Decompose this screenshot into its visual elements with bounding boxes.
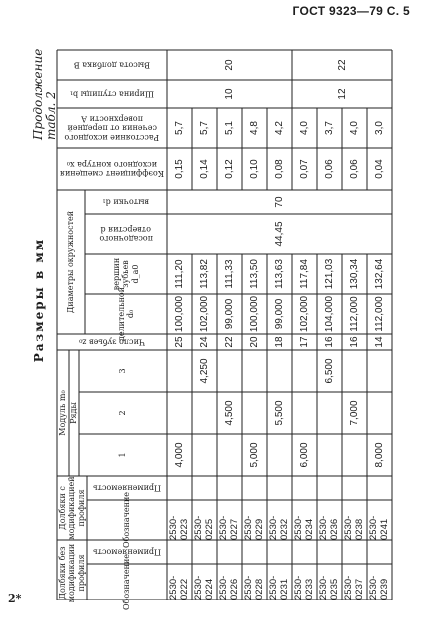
cell-shift-coef: 0,12 xyxy=(224,159,235,179)
header-step-width: Ширина ступицы b₁ xyxy=(69,89,155,99)
cell-teeth-count: 16 xyxy=(349,336,360,348)
cell-designation-no-mod: 2530-0222 xyxy=(168,575,190,600)
header-applicability-no-mod: Применяемость xyxy=(93,547,161,557)
header-row-2: 2 xyxy=(118,410,128,416)
cell-module-row-1 xyxy=(217,434,242,476)
cell-shift-coef: 0,04 xyxy=(374,159,385,179)
cell-height-a: 20 xyxy=(224,59,235,71)
cell-designation-mod: 2530-0225 xyxy=(193,515,215,540)
cell-designation-mod: 2530-0227 xyxy=(218,515,240,540)
cell-module-row-1: 8,000 xyxy=(374,442,385,468)
cell-designation-no-mod: 2530-0226 xyxy=(218,575,240,600)
cell-section-distance: 5,7 xyxy=(199,121,210,135)
cell-module-row-2 xyxy=(367,392,392,434)
cell-tip-diameter: 111,33 xyxy=(224,259,235,289)
cell-module-row-2 xyxy=(317,392,342,434)
cell-module-row-3 xyxy=(267,350,292,392)
cell-designation-mod: 2530-0223 xyxy=(168,515,190,540)
cell-module-row-1 xyxy=(317,434,342,476)
cell-shift-coef: 0,07 xyxy=(299,159,310,179)
cell-designation-no-mod: 2530-0224 xyxy=(193,575,215,600)
cell-module-row-1 xyxy=(267,434,292,476)
cell-module-row-1: 5,000 xyxy=(249,442,260,468)
cell-tip-diameter: 113,50 xyxy=(249,259,260,289)
header-coef-x: Коэффициент смещения исходного контура x₀ xyxy=(59,160,165,179)
cell-module-row-3 xyxy=(292,350,317,392)
cell-tip-diameter: 130,34 xyxy=(349,258,360,290)
cell-designation-no-mod: 2530-0237 xyxy=(343,575,365,600)
cell-module-row-2 xyxy=(192,392,217,434)
cell-section-distance: 4,0 xyxy=(349,121,360,135)
cell-shift-coef: 0,15 xyxy=(174,159,185,179)
header-group-mod: Долбяки с модификацией профиля xyxy=(58,476,86,540)
cell-pitch-diameter: 102,000 xyxy=(199,295,210,333)
header-rows: Ряды xyxy=(69,402,79,424)
cell-pitch-diameter: 112,000 xyxy=(349,296,360,332)
cell-bore-diameter: 44,45 xyxy=(274,221,285,247)
cell-module-row-3: 6,500 xyxy=(324,358,335,384)
cell-shift-coef: 0,14 xyxy=(199,159,210,179)
header-height-b: Высота долбяка B xyxy=(73,60,151,70)
cell-module-row-3 xyxy=(167,350,192,392)
header-designation-no-mod: Обозначение xyxy=(122,553,132,611)
cell-tip-diameter: 113,63 xyxy=(274,259,285,289)
cell-designation-no-mod: 2530-0239 xyxy=(368,575,390,600)
cell-teeth-count: 16 xyxy=(324,336,335,348)
header-diameters: Диаметры окружностей xyxy=(66,210,76,314)
cell-teeth-count: 17 xyxy=(299,336,310,348)
cell-shift-coef: 0,08 xyxy=(274,159,285,179)
header-teeth: Число зубьев z₀ xyxy=(79,337,145,347)
cell-section-distance: 4,0 xyxy=(299,121,310,135)
cell-section-distance: 4,8 xyxy=(249,121,260,135)
cell-teeth-count: 14 xyxy=(374,336,385,348)
cell-tip-diameter: 121,03 xyxy=(324,258,335,290)
cell-teeth-count: 18 xyxy=(274,336,285,348)
cell-step-width-b: 12 xyxy=(336,88,348,100)
cell-shift-coef: 0,06 xyxy=(324,159,335,179)
header-applicability-mod: Применяемость xyxy=(93,483,161,493)
cell-teeth-count: 22 xyxy=(224,336,235,348)
cell-designation-no-mod: 2530-0231 xyxy=(268,575,290,600)
cell-section-distance: 3,7 xyxy=(324,121,335,135)
cell-module-row-3: 4,250 xyxy=(199,358,210,384)
cell-teeth-count: 20 xyxy=(249,336,260,348)
cell-tip-diameter: 132,64 xyxy=(374,258,385,290)
header-module: Модуль m₀ xyxy=(58,390,68,436)
cell-tip-diameter: 113,82 xyxy=(199,259,210,289)
cell-module-row-2: 7,000 xyxy=(349,400,360,426)
cell-designation-mod: 2530-0241 xyxy=(368,515,390,540)
page-number: 2* xyxy=(8,592,22,605)
cell-designation-no-mod: 2530-0235 xyxy=(318,575,340,600)
page-header: ГОСТ 9323—79 С. 5 xyxy=(292,4,410,18)
cell-module-row-2: 5,500 xyxy=(274,400,285,426)
header-designation-mod: Обозначение xyxy=(122,491,132,549)
cell-recess-diameter: 70 xyxy=(274,196,285,208)
cell-module-row-3 xyxy=(342,350,367,392)
header-row-3: 3 xyxy=(118,368,128,374)
cell-pitch-diameter: 100,000 xyxy=(174,295,185,333)
cell-designation-mod: 2530-0234 xyxy=(293,515,315,540)
header-pitch-d: делительной d₀ xyxy=(116,286,135,342)
cell-module-row-1: 4,000 xyxy=(174,442,185,468)
cell-module-row-1 xyxy=(192,434,217,476)
cell-teeth-count: 24 xyxy=(199,336,210,348)
cell-pitch-diameter: 102,000 xyxy=(299,295,310,333)
cell-designation-mod: 2530-0232 xyxy=(268,515,290,540)
cell-shift-coef: 0,06 xyxy=(349,159,360,179)
header-row-1: 1 xyxy=(118,452,128,458)
cell-module-row-2 xyxy=(167,392,192,434)
cell-section-distance: 4,2 xyxy=(274,121,285,135)
cell-module-row-3 xyxy=(367,350,392,392)
cell-designation-no-mod: 2530-0233 xyxy=(293,575,315,600)
cell-shift-coef: 0,10 xyxy=(249,159,260,179)
cell-module-row-1: 6,000 xyxy=(299,442,310,468)
continuation-label: Продолжение табл. 2 xyxy=(31,48,59,140)
cell-teeth-count: 25 xyxy=(174,336,185,348)
cell-designation-no-mod: 2530-0228 xyxy=(243,575,265,600)
cell-designation-mod: 2530-0229 xyxy=(243,515,265,540)
cell-section-distance: 5,1 xyxy=(224,121,235,135)
cell-module-row-3 xyxy=(242,350,267,392)
header-dist-a: Расстояние исходного сечения от передней поверхности A xyxy=(64,114,160,142)
cell-section-distance: 5,7 xyxy=(174,121,185,135)
cell-module-row-1 xyxy=(342,434,367,476)
cell-designation-mod: 2530-0238 xyxy=(343,515,365,540)
cell-tip-diameter: 117,84 xyxy=(299,259,310,289)
cell-pitch-diameter: 99,000 xyxy=(224,298,235,330)
cell-module-row-2 xyxy=(292,392,317,434)
header-bore-d: посадочного отверстия d xyxy=(99,225,153,244)
cell-designation-mod: 2530-0236 xyxy=(318,515,340,540)
cell-pitch-diameter: 104,000 xyxy=(324,295,335,333)
cell-module-row-3 xyxy=(217,350,242,392)
cell-pitch-diameter: 112,000 xyxy=(374,296,385,332)
header-tip-d: вершин зубьев d_a0 xyxy=(112,257,140,291)
header-group-no-mod: Долбяки без модификации профиля xyxy=(58,543,86,603)
header-recess-d: выточки d₁ xyxy=(102,197,150,207)
cell-module-row-2 xyxy=(242,392,267,434)
cell-height-b: 22 xyxy=(336,59,348,71)
rotated-table-page xyxy=(27,20,397,611)
section-title: Размеры в мм xyxy=(32,237,46,363)
cell-pitch-diameter: 100,000 xyxy=(249,295,260,333)
cell-module-row-2: 4,500 xyxy=(224,400,235,426)
cell-step-width-a: 10 xyxy=(224,88,235,100)
cell-section-distance: 3,0 xyxy=(374,121,385,135)
cell-pitch-diameter: 99,000 xyxy=(274,298,285,330)
cell-tip-diameter: 111,20 xyxy=(174,259,185,289)
